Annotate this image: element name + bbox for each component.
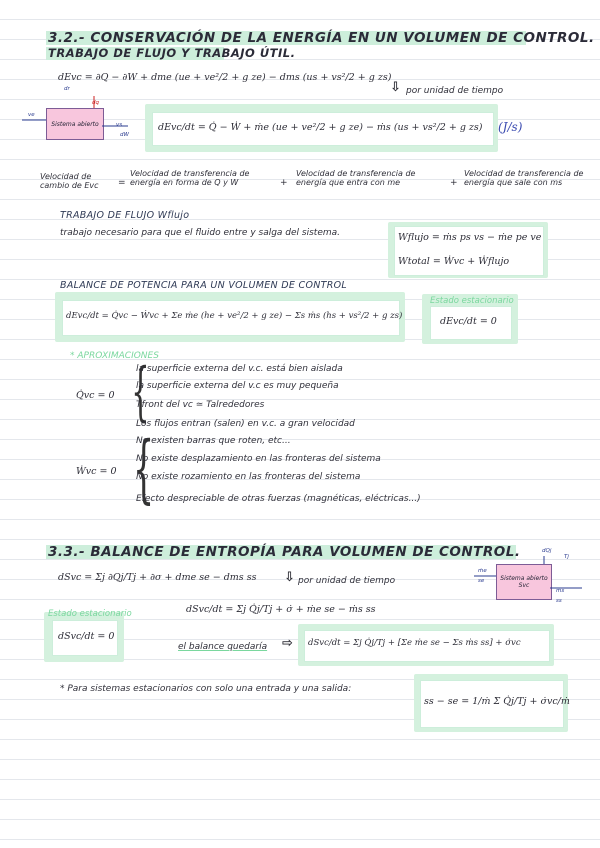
entropy-per-time-note: por unidad de tiempo: [298, 576, 396, 586]
legend-plus-2: +: [450, 178, 458, 188]
balance-label: el balance quedaría: [178, 642, 268, 652]
entropy-final-equation: ss − se = 1/ṁ Σ Q̇j/Tj + σ̇vc/ṁ: [424, 696, 570, 707]
legend-d: Velocidad de transferencia de energía que sale con ms: [464, 169, 584, 187]
energy-general-equation: dEvc = ∂Q − ∂W + dme (ue + ve²/2 + g ze) − dms (us + vs²/2 + g zs): [58, 72, 392, 83]
q-item-2: la superficie externa del v.c es muy pequeña: [136, 381, 339, 391]
diagram-label-dr: dr: [64, 86, 70, 92]
diagram-arrows: [20, 92, 140, 142]
diagram2-label-dq: dQj: [542, 548, 552, 554]
diagram-label-vs: vs: [116, 122, 123, 128]
power-balance-title: BALANCE DE POTENCIA PARA UN VOLUMEN DE CONTROL: [60, 280, 348, 291]
diagram-system-label: Sistema abierto: [51, 120, 99, 128]
diagram-label-dq: dq: [92, 100, 99, 106]
w-item-4: Efecto despreciable de otras fuerzas (magnéticas, eléctricas...): [136, 494, 421, 504]
open-system-diagram: [20, 86, 140, 142]
diagram2-label-ss: ss: [556, 598, 562, 604]
diagram2-label-tj: Tj: [564, 554, 569, 560]
power-balance-equation: dEvc/dt = Q̇vc − Ẇvc + Σe ṁe (he + ve²/2 + g ze) − Σs ṁs (hs + vs²/2 + g zs): [66, 311, 403, 321]
legend-plus-1: +: [280, 178, 288, 188]
diagram2-label-me: ṁe: [478, 568, 487, 574]
w-item-3: No existe rozamiento en las fronteras del sistema: [136, 472, 361, 482]
section-32-subtitle: TRABAJO DE FLUJO Y TRABAJO ÚTIL.: [48, 46, 296, 60]
energy-rate-equation: dEvc/dt = Q̇ − Ẇ + ṁe (ue + ve²/2 + g ze) − ṁs (us + vs²/2 + g zs): [158, 122, 483, 133]
section-33-title: 3.3.- BALANCE DE ENTROPÍA PARA VOLUMEN DE CONTROL.: [48, 544, 521, 560]
entropy-general-equation: dSvc = Σj ∂Qj/Tj + ∂σ + dme se − dms ss: [58, 572, 257, 583]
w-item-1: No existen barras que roten, etc...: [136, 436, 291, 446]
legend-eq: =: [118, 178, 126, 188]
entropy-steady-state-equation: dSvc/dt = 0: [58, 631, 115, 642]
arrow-icon: ⇩: [284, 570, 295, 585]
diagram2-label-se: se: [478, 578, 485, 584]
energy-units: (J/s): [498, 120, 523, 134]
diagram2-arrows: [472, 548, 592, 610]
diagram2-system-label: Sistema abierto: [500, 575, 548, 582]
section-32-title: 3.2.- CONSERVACIÓN DE LA ENERGÍA EN UN VOLUMEN DE CONTROL.: [48, 30, 595, 46]
diagram2-label-ms: ṁs: [556, 588, 565, 594]
q-item-3: Tfront del vc ≃ Talrededores: [136, 400, 265, 410]
flow-work-text: trabajo necesario para que el fluido entre y salga del sistema.: [60, 228, 341, 238]
diagram-label-dw: dW: [120, 132, 129, 138]
flow-work-equation: Wflujo = ṁs ps vs − ṁe pe ve: [398, 232, 542, 243]
entropy-balance-equation: dSvc/dt = Σj Q̇j/Tj + [Σe ṁe se − Σs ṁs ss] + σ̇vc: [308, 638, 521, 648]
legend-c: Velocidad de transferencia de energía que entra con me: [296, 169, 416, 187]
legend-a: Velocidad de cambio de Evc: [40, 172, 99, 190]
q-item-1: la superficie externa del v.c. está bien aislada: [136, 364, 343, 374]
approximations-title: * APROXIMACIONES: [70, 351, 159, 361]
w-brace: {: [132, 426, 155, 512]
diagram2-svc-label: Svc: [518, 582, 530, 589]
single-inlet-outlet-note: * Para sistemas estacionarios con solo una entrada y una salida:: [60, 684, 352, 694]
diagram-label-ve: ve: [28, 112, 35, 118]
q-brace: {: [131, 355, 150, 429]
q-item-4: Los flujos entran (salen) en v.c. a gran velocidad: [136, 419, 355, 429]
q-zero-label: Q̇vc = 0: [76, 390, 115, 401]
steady-state-label: Estado estacionario: [430, 296, 514, 306]
per-time-note: por unidad de tiempo: [406, 86, 504, 96]
arrow-right-icon: ⇨: [282, 636, 293, 651]
arrow-icon: ⇩: [390, 80, 401, 95]
flow-work-title: TRABAJO DE FLUJO Wflujo: [60, 210, 190, 221]
entropy-steady-state-label: Estado estacionario: [48, 609, 132, 619]
w-item-2: No existe desplazamiento en las fronteras del sistema: [136, 454, 381, 464]
entropy-rate-equation: dSvc/dt = Σj Q̇j/Tj + σ̇ + ṁe se − ṁs ss: [186, 604, 376, 615]
total-work-equation: Wtotal = Ẇvc + Ẇflujo: [398, 256, 510, 267]
entropy-system-diagram: [472, 548, 592, 610]
legend-b: Velocidad de transferencia de energía en forma de Q y W: [130, 169, 250, 187]
steady-state-equation: dEvc/dt = 0: [440, 316, 497, 327]
w-zero-label: Ẇvc = 0: [76, 466, 117, 477]
